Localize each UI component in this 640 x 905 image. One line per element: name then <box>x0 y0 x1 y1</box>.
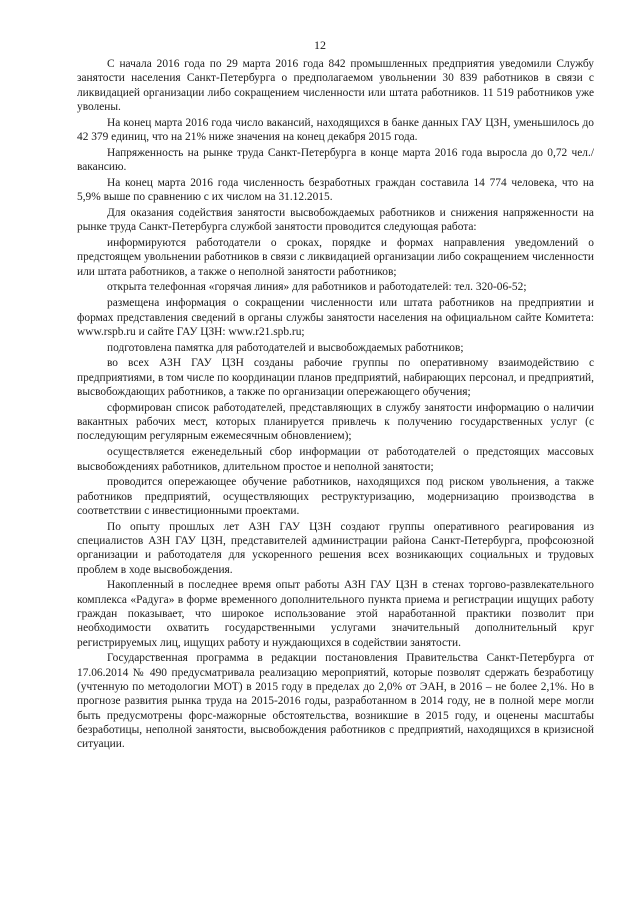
paragraph-measure-training: проводится опережающее обучение работников, находящихся под риском увольнения, а также работников предприятий, осуществляющих реструктуризацию, модернизацию производства в соответствии с инвестиционными проектами. <box>77 476 594 517</box>
page-number: 12 <box>314 38 326 52</box>
paragraph-state-program: Государственная программа в редакции постановления Правительства Санкт-Петербурга от 17.06.2014 № 490 предусматривала реализацию мероприятий, которые позволят сдержать безработицу (учтенную по методологии МОТ) в 2015 году в пределах до 2,0% от ЭАН, в 2016 – не более 2,1%. Но в прогнозе развития рынка труда на 2015-2016 годы, разработанном в 2014 году, не в полной мере могли быть предусмотрены форс-мажорные обстоятельства, возникшие в 2015 году, и оценены масштабы безработицы, неполной занятости, высвобождения работников с предприятий, находящихся в кризисной ситуации. <box>77 652 594 751</box>
paragraph-labor-tension: Напряженность на рынке труда Санкт-Петербурга в конце марта 2016 года выросла до 0,72 чел./вакансию. <box>77 146 594 174</box>
paragraph-measure-employer-list: сформирован список работодателей, представляющих в службу занятости информацию о наличии вакантных рабочих мест, которых планируется привлечь к получению государственных услуг (с последующим регулярным ежемесячным обновлением); <box>77 401 594 443</box>
paragraph-measure-weekly-collection: осуществляется еженедельный сбор информации от работодателей о предстоящих массовых высвобождениях работников, длительном простое и неполной занятости; <box>77 446 594 473</box>
paragraph-measure-website-info: размещена информация о сокращении численности или штата работников на предприятии и формах представления сведений в органы службы занятости населения на официальном сайте Комитета: www.rspb.ru и сайте ГАУ ЦЗН: www.r21.spb.ru; <box>77 297 594 338</box>
paragraph-measure-working-groups: во всех АЗН ГАУ ЦЗН созданы рабочие группы по оперативному взаимодействию с предприятиями, в том числе по координации планов предприятий, набирающих персонал, и предприятий, высвобождающих работников, а также по организации опережающего обучения; <box>77 357 594 399</box>
paragraph-measures-intro: Для оказания содействия занятости высвобождаемых работников и снижения напряженности на рынке труда Санкт-Петербурга службой занятости проводится следующая работа: <box>77 206 594 234</box>
paragraph-measure-memo: подготовлена памятка для работодателей и высвобождаемых работников; <box>107 341 464 354</box>
document-body <box>77 57 594 753</box>
paragraph-measure-inform-employers: информируются работодатели о сроках, порядке и формах направления уведомлений о предстоящем увольнении работников в связи с ликвидацией организации либо сокращением численности или штата работников, а также о неполной занятости работников; <box>77 237 594 278</box>
paragraph-measure-hotline: открыта телефонная «горячая линия» для работников и работодателей: тел. 320-06-52; <box>107 281 527 294</box>
paragraph-unemployed-count: На конец марта 2016 года численность безработных граждан составила 14 774 человека, что на 5,9% выше по сравнению с их числом на 31.12.2015. <box>77 176 594 204</box>
paragraph-vacancies: На конец марта 2016 года число вакансий, находящихся в банке данных ГАУ ЦЗН, уменьшилось до 42 379 единиц, что на 21% ниже значения на конец декабря 2015 года. <box>77 116 594 143</box>
paragraph-raduga-experience: Накопленный в последнее время опыт работы АЗН ГАУ ЦЗН в стенах торгово-развлекательного комплекса «Радуга» в форме временного дополнительного пункта приема и регистрации ищущих работу граждан показывает, что широкое использование этой наработанной практики позволит при необходимости охватить государственными услугами значительный дополнительный круг регистрируемых лиц, ищущих работу и нуждающихся в содействии занятости. <box>77 579 594 649</box>
paragraph-rapid-response-groups: По опыту прошлых лет АЗН ГАУ ЦЗН создают группы оперативного реагирования из специалистов АЗН ГАУ ЦЗН, представителей администрации района Санкт-Петербурга, профсоюзной организации и работодателя для ускоренного решения всех возникающих социальных и трудовых проблем в ходе высвобождения. <box>77 520 594 576</box>
paragraph-layoffs-notice: С начала 2016 года по 29 марта 2016 года 842 промышленных предприятия уведомили Службу занятости населения Санкт-Петербурга о предполагаемом увольнении 30 839 работников в связи с ликвидацией организации либо сокращением численности или штата работников. 11 519 работников уже уволены. <box>77 58 594 113</box>
